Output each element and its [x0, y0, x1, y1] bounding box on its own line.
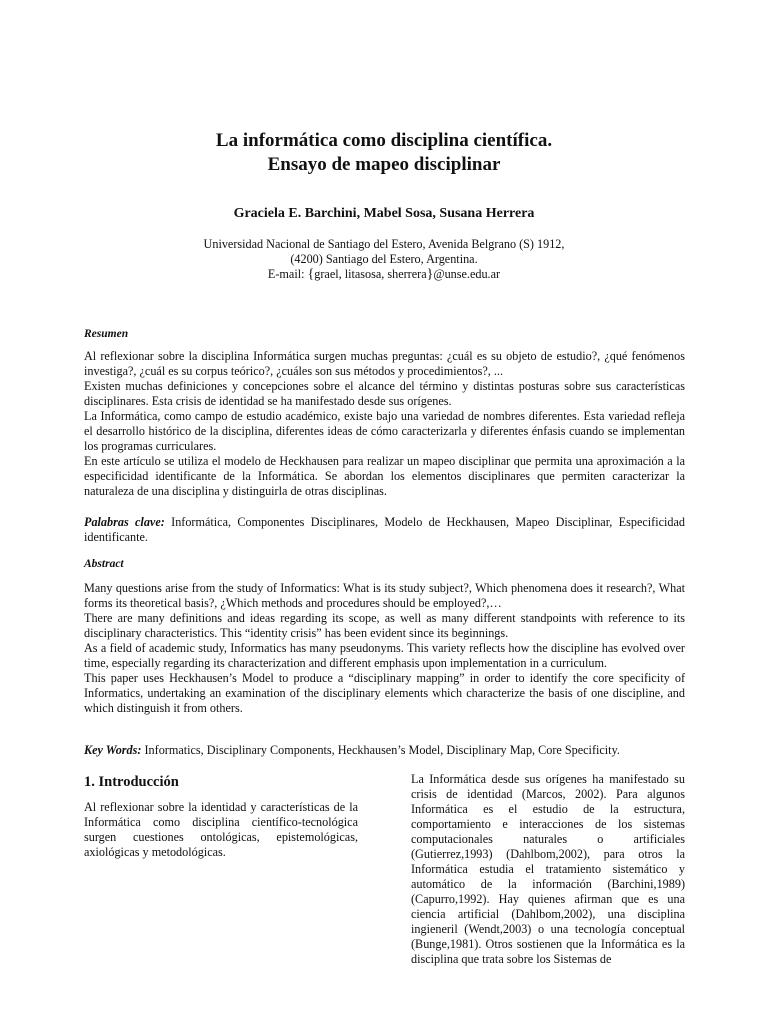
abstract-keywords: [84, 743, 685, 758]
affiliation: [0, 237, 768, 282]
keywords-label: Palabras clave:: [84, 515, 165, 529]
abstract-paragraph: There are many definitions and ideas regarding its scope, as well as many different standpoints with reference to its disciplinary characteristics. This “identity crisis” has been evident since its beginnings.: [84, 611, 685, 640]
key-words-label: Key Words:: [84, 743, 142, 757]
resumen-keywords: [84, 515, 685, 545]
abstract-paragraph: Many questions arise from the study of Informatics: What is its study subject?, Which phenomena does it research?, What forms its theoretical basis?, ¿Which methods and procedures should be employed?,…: [84, 581, 685, 610]
email-line: [0, 267, 768, 282]
section-heading-introduccion: 1. Introducción: [84, 774, 179, 790]
email-brace-close: }: [426, 267, 434, 282]
email-brace-open: {: [307, 267, 315, 282]
resumen-paragraph: Al reflexionar sobre la disciplina Informática surgen muchas preguntas: ¿cuál es su objeto de estudio?, ¿qué fenómenos investiga?, ¿cuál es su corpus teórico?, ¿cuáles son sus métodos y procedimientos?, ...: [84, 349, 685, 378]
email-prefix: E-mail:: [267, 267, 305, 281]
abstract-paragraph: As a field of academic study, Informatics has many pseudonyms. This variety reflects how the discipline has evolved over time, especially regarding its characterization and different emphasis upon implementation in a curriculum.: [84, 641, 685, 670]
intro-right-column: La Informática desde sus orígenes ha manifestado su crisis de identidad (Marcos, 2002). Para algunos Informática es el estudio de la estructura, comportamiento e interacciones de los sistemas computacionales naturales o artificiales (Gutierrez,1993) (Dahlbom,2002), para otros la Informática estudia el tratamiento sistemático y automático de la información (Barchini,1989) (Capurro,1992). Hay quienes afirman que es una ciencia artificial (Dahlbom,2002), una disciplina ingieneril (Wendt,2003) o una tecnología conceptual (Bunge,1981). Otros sostienen que la Informática es la disciplina que trata sobre los Sistemas de: [411, 772, 685, 966]
abstract-body: [84, 581, 685, 716]
key-words-text: Informatics, Disciplinary Components, Heckhausen’s Model, Disciplinary Map, Core Specificity.: [141, 743, 620, 757]
title-line-2: Ensayo de mapeo disciplinar: [267, 154, 501, 175]
affiliation-line-1: Universidad Nacional de Santiago del Estero, Avenida Belgrano (S) 1912,: [203, 237, 565, 251]
abstract-heading: Abstract: [84, 558, 124, 570]
affiliation-line-2: (4200) Santiago del Estero, Argentina.: [290, 252, 478, 266]
intro-left-column: Al reflexionar sobre la identidad y características de la Informática como disciplina científico-tecnológica surgen cuestiones ontológicas, epistemológicas, axiológicas y metodológicas.: [84, 800, 358, 859]
resumen-paragraph: La Informática, como campo de estudio académico, existe bajo una variedad de nombres diferentes. Esta variedad refleja el desarrollo histórico de la disciplina, diferentes ideas de cómo caracterizarla y diferentes énfasis cuando se implementan los programas curriculares.: [84, 409, 685, 453]
paper-title: [0, 129, 768, 177]
resumen-body: [84, 349, 685, 499]
email-domain: @unse.edu.ar: [433, 267, 501, 281]
title-line-1: La informática como disciplina científica.: [215, 130, 553, 151]
resumen-paragraph: Existen muchas definiciones y concepciones sobre el alcance del término y distintas posturas sobre sus características disciplinares. Esta crisis de identidad se ha manifestado desde sus orígenes.: [84, 379, 685, 408]
resumen-heading: Resumen: [84, 328, 129, 340]
email-names: grael, litasosa, sherrera: [314, 267, 427, 281]
resumen-paragraph: En este artículo se utiliza el modelo de Heckhausen para realizar un mapeo disciplinar que permita una aproximación a la especificidad identificante de la Informática. Se abordan los elementos disciplinares que permiten caracterizar la naturaleza de una disciplina y distinguirla de otras disciplinas.: [84, 454, 685, 498]
authors: Graciela E. Barchini, Mabel Sosa, Susana Herrera: [233, 206, 535, 221]
keywords-text: Informática, Componentes Disciplinares, Modelo de Heckhausen, Mapeo Disciplinar, Especificidad identificante.: [84, 515, 685, 544]
abstract-paragraph: This paper uses Heckhausen’s Model to produce a “disciplinary mapping” in order to identify the core specificity of Informatics, undertaking an examination of the disciplinary elements which characterize the basis of one discipline, and which distinguish it from others.: [84, 671, 685, 715]
